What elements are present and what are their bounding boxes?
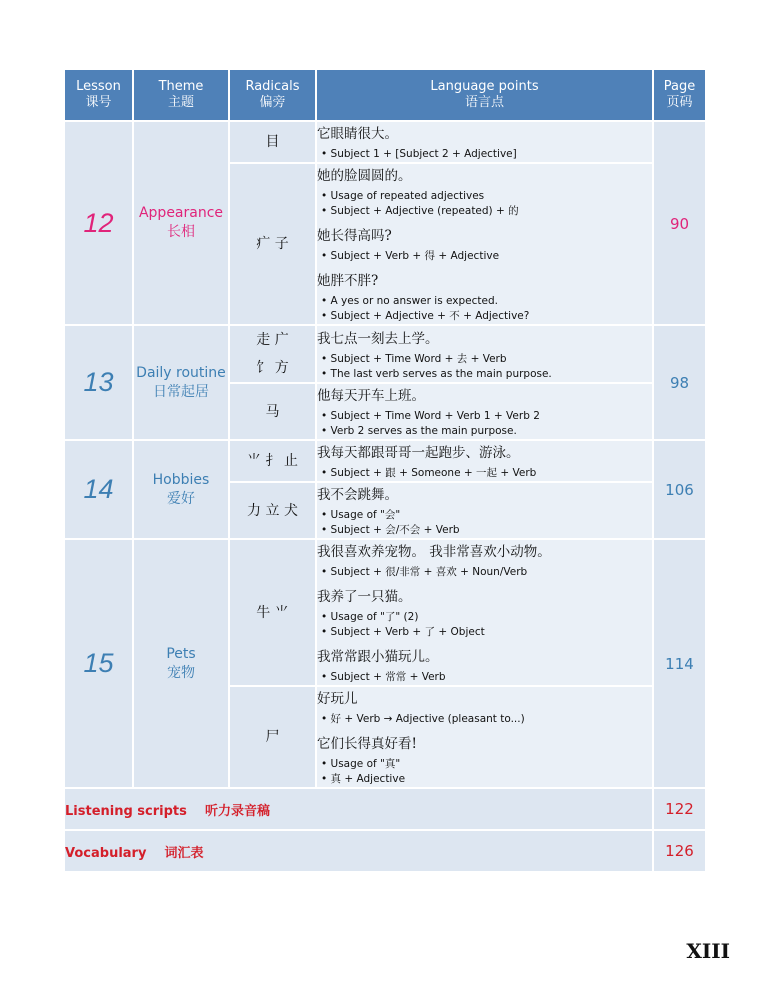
example-sentence: 我不会跳舞。: [317, 487, 398, 503]
grammar-point: • Subject + Time Word + Verb 1 + Verb 2: [321, 410, 540, 422]
example-sentence: 我常常跟小猫玩儿。: [317, 649, 439, 665]
header-language-points: Language points 语言点: [316, 69, 653, 121]
grammar-point: • Subject + Verb + 了 + Object: [321, 626, 485, 638]
header-row: [64, 69, 706, 121]
radicals-cell: [229, 539, 316, 686]
theme-zh: 宠物: [167, 664, 195, 681]
header-lesson: Lesson 课号: [64, 69, 133, 121]
page-number: 98: [669, 374, 690, 392]
grammar-point: • Subject + 很/非常 + 喜欢 + Noun/Verb: [321, 566, 528, 578]
lesson-number: 12: [83, 207, 114, 238]
lesson-number-cell: [64, 539, 133, 788]
language-points-cell: [316, 482, 653, 539]
page-cell: [653, 325, 706, 440]
radical-line: 牛 ⺌: [256, 604, 289, 621]
theme-en: Daily routine: [136, 364, 226, 381]
grammar-point: • Subject + Adjective + 不 + Adjective?: [321, 310, 530, 322]
theme-cell: [133, 121, 229, 325]
radical-line: 疒 子: [256, 236, 289, 252]
radical-line: 饣 方: [256, 360, 289, 376]
grammar-point: • Subject + 跟 + Someone + 一起 + Verb: [321, 467, 537, 479]
example-sentence: 我七点一刻去上学。: [317, 330, 439, 347]
radical-line: 马: [265, 403, 280, 420]
lesson-row: [64, 539, 706, 686]
language-points-cell: [316, 325, 653, 383]
listening-scripts-page: 122: [653, 788, 706, 830]
lesson-number-cell: [64, 440, 133, 539]
grammar-point: • Subject + 常常 + Verb: [321, 671, 446, 683]
page-number: 114: [665, 655, 694, 673]
language-points-cell: [316, 440, 653, 482]
header-radicals: Radicals 偏旁: [229, 69, 316, 121]
vocabulary-page: 126: [653, 830, 706, 872]
radicals-cell: [229, 440, 316, 482]
theme-en: Hobbies: [152, 471, 210, 488]
page-cell: [653, 440, 706, 539]
header-page: Page 页码: [653, 69, 706, 121]
listening-scripts-label[interactable]: Listening scripts 听力录音稿: [64, 788, 653, 830]
grammar-point: • Verb 2 serves as the main purpose.: [321, 425, 517, 437]
grammar-point: • The last verb serves as the main purpose.: [321, 367, 552, 380]
page-cell: [653, 539, 706, 788]
example-sentence: 我养了一只猫。: [317, 589, 412, 605]
example-sentence: 她长得高吗?: [317, 228, 392, 244]
radicals-cell: [229, 325, 316, 383]
example-sentence: 她的脸圆圆的。: [317, 168, 412, 184]
theme-cell: [133, 539, 229, 788]
footer-row-vocabulary: [64, 830, 706, 872]
theme-en: Appearance: [138, 205, 224, 221]
theme-zh: 长相: [167, 224, 195, 240]
radical-line: ⺌ 扌 止: [247, 453, 298, 469]
page-number-roman: XIII: [686, 939, 730, 963]
radicals-cell: [229, 686, 316, 788]
grammar-point: • A yes or no answer is expected.: [321, 295, 498, 307]
example-sentence: 我很喜欢养宠物。 我非常喜欢小动物。: [317, 544, 551, 560]
contents-table: [63, 68, 707, 873]
radicals-cell: [229, 482, 316, 539]
page-number: 90: [669, 214, 690, 233]
lesson-number-cell: [64, 325, 133, 440]
theme-zh: 日常起居: [153, 383, 209, 400]
lesson-row: [64, 440, 706, 482]
lesson-row: [64, 121, 706, 163]
radical-line: 走 广: [256, 332, 289, 348]
lesson-number: 13: [83, 367, 114, 397]
lesson-number-cell: [64, 121, 133, 325]
language-points-cell: [316, 383, 653, 440]
radicals-cell: [229, 163, 316, 325]
grammar-point: • 真 + Adjective: [321, 773, 406, 785]
footer-row-listening: [64, 788, 706, 830]
theme-cell: [133, 325, 229, 440]
example-sentence: 他每天开车上班。: [317, 388, 425, 404]
grammar-point: • Usage of "真": [321, 758, 401, 770]
radicals-cell: [229, 383, 316, 440]
radical-line: 目: [265, 134, 280, 150]
example-sentence: 我每天都跟哥哥一起跑步、游泳。: [317, 445, 520, 461]
vocabulary-label[interactable]: Vocabulary 词汇表: [64, 830, 653, 872]
example-sentence: 她胖不胖?: [317, 273, 379, 289]
grammar-point: • 好 + Verb → Adjective (pleasant to...): [321, 713, 525, 725]
lesson-number: 14: [83, 474, 114, 504]
grammar-point: • Subject + Adjective (repeated) + 的: [321, 205, 519, 217]
language-points-cell: [316, 121, 653, 163]
example-sentence: 好玩儿: [317, 691, 358, 707]
theme-en: Pets: [166, 645, 196, 662]
language-points-cell: [316, 539, 653, 686]
grammar-point: • Subject + 会/不会 + Verb: [321, 524, 460, 536]
grammar-point: • Usage of repeated adjectives: [321, 190, 485, 202]
header-theme: Theme 主题: [133, 69, 229, 121]
grammar-point: • Subject + Verb + 得 + Adjective: [321, 250, 500, 262]
lesson-number: 15: [83, 648, 114, 678]
language-points-cell: [316, 686, 653, 788]
page-number: 106: [665, 481, 694, 499]
radical-line: 力 立 犬: [247, 502, 298, 519]
lesson-row: [64, 325, 706, 383]
theme-cell: [133, 440, 229, 539]
radical-line: 尸: [265, 729, 280, 745]
example-sentence: 它们长得真好看!: [317, 736, 417, 752]
grammar-point: • Usage of "会": [321, 509, 401, 521]
grammar-point: • Usage of "了" (2): [321, 611, 419, 623]
radicals-cell: [229, 121, 316, 163]
example-sentence: 它眼睛很大。: [317, 126, 398, 142]
grammar-point: • Subject + Time Word + 去 + Verb: [321, 352, 507, 365]
theme-zh: 爱好: [167, 490, 195, 507]
language-points-cell: [316, 163, 653, 325]
grammar-point: • Subject 1 + [Subject 2 + Adjective]: [321, 148, 517, 160]
page-cell: [653, 121, 706, 325]
